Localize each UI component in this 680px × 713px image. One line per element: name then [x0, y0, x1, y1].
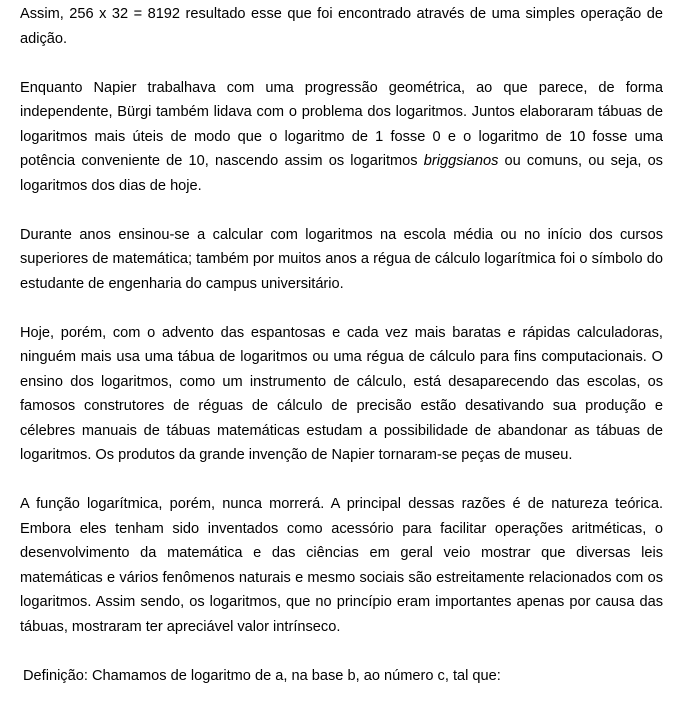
paragraph-multiplication-result: Assim, 256 x 32 = 8192 resultado esse que foi encontrado através de uma simples operação de adição.: [20, 6, 663, 47]
document-body: [20, 2, 663, 713]
paragraph-teaching-history: Durante anos ensinou-se a calcular com logaritmos na escola média ou no início dos cursos superiores de matemática; também por muitos anos a régua de cálculo logarítmica foi o símbolo do estudante de engenharia do campus universitário.: [20, 226, 663, 292]
paragraph-definition: Definição: Chamamos de logaritmo de a, na base b, ao número c, tal que:: [23, 667, 501, 684]
paragraph-logarithmic-function: A função logarítmica, porém, nunca morrerá. A principal dessas razões é de natureza teórica. Embora eles tenham sido inventados como acessório para facilitar operações aritméticas, o desenvolvimento da matemática e das ciências em geral veio mostrar que diversas leis matemáticas e vários fenômenos naturais e mesmo sociais são estreitamente relacionados com os logaritmos. Assim sendo, os logaritmos, que no princípio eram importantes apenas por causa das tábuas, mostraram ter apreciável valor intrínseco.: [20, 496, 663, 635]
italic-term-briggsianos: briggsianos: [423, 153, 499, 169]
paragraph-napier-burgi-text-end: ou comuns, ou seja, os logaritmos dos dias de hoje.: [20, 153, 663, 194]
paragraph-calculators: Hoje, porém, com o advento das espantosas e cada vez mais baratas e rápidas calculadoras, ninguém mais usa uma tábua de logaritmos ou uma régua de cálculo para fins computacionais. O ensino dos logaritmos, como um instrumento de cálculo, está desaparecendo das escolas, os famosos construtores de réguas de cálculo de precisão estão desativando sua produção e célebres manuais de tábuas matemáticas estudam a possibilidade de abandonar as tábuas de logaritmos. Os produtos da grande invenção de Napier tornaram-se peças de museu.: [20, 324, 663, 463]
paragraph-napier-burgi: [20, 76, 663, 199]
paragraph-napier-burgi-text: Enquanto Napier trabalhava com uma progressão geométrica, ao que parece, de forma independente, Bürgi também lidava com o problema dos logaritmos. Juntos elaboraram tábuas de logaritmos mais úteis de modo que o logaritmo de 1 fosse 0 e o logaritmo de 10 fosse uma potência conveniente de 10, nascendo assim os logaritmos: [20, 79, 663, 169]
